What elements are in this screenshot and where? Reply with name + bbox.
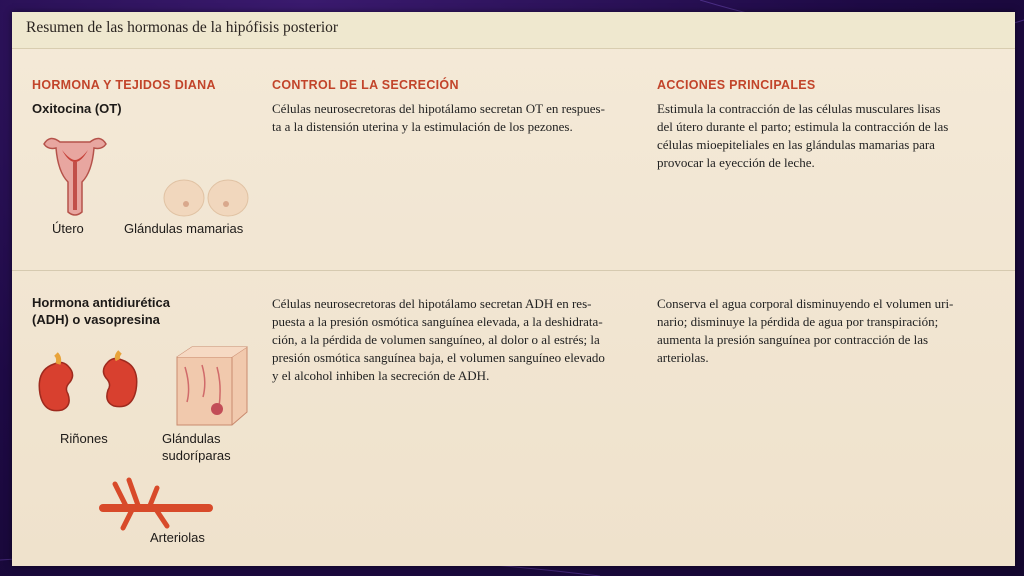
sweat-glands-illustration xyxy=(177,347,247,427)
text-line: aumenta la presión sanguínea por contracción de las xyxy=(657,332,929,347)
arterioles-illustration xyxy=(97,474,217,534)
text-line: nario; disminuye la pérdida de agua por transpiración; xyxy=(657,314,939,329)
text-line: Estimula la contracción de las células musculares lisas xyxy=(657,101,941,116)
text-line: presión osmótica sanguínea baja, el volumen sanguíneo elevado xyxy=(272,350,605,365)
row-divider xyxy=(12,270,1015,271)
text-line: provocar la eyección de leche. xyxy=(657,155,815,170)
text-line: células mioepiteliales en las glándulas mamarias para xyxy=(657,137,935,152)
caption-line: Glándulas xyxy=(162,431,221,446)
text-line: Células neurosecretoras del hipotálamo secretan ADH en res- xyxy=(272,296,592,311)
kidneys-illustration xyxy=(34,352,144,422)
adh-actions-text xyxy=(657,295,953,367)
text-line: Conserva el agua corporal disminuyendo el volumen uri- xyxy=(657,296,954,311)
hormone-name-line: (ADH) o vasopresina xyxy=(32,312,160,327)
text-line: Células neurosecretoras del hipotálamo secretan OT en respues- xyxy=(272,101,605,116)
title-bar xyxy=(12,12,1015,49)
textbook-page xyxy=(12,12,1015,566)
caption-sweat-glands xyxy=(162,430,231,464)
oxytocin-control-text xyxy=(272,100,605,136)
text-line: puesta a la presión osmótica sanguínea elevada, a la deshidrata- xyxy=(272,314,603,329)
caption-uterus: Útero xyxy=(52,221,84,236)
text-line: ción, a la pérdida de volumen sanguíneo, al dolor o al estrés; la xyxy=(272,332,600,347)
text-line: arteriolas. xyxy=(657,350,709,365)
caption-arterioles: Arteriolas xyxy=(150,530,205,545)
hormone-name-oxytocin: Oxitocina (OT) xyxy=(32,101,122,116)
oxytocin-actions-text xyxy=(657,100,948,172)
hormone-name-line: Hormona antidiurética xyxy=(32,295,170,310)
page-title: Resumen de las hormonas de la hipófisis posterior xyxy=(26,19,339,36)
header-hormone-targets: HORMONA Y TEJIDOS DIANA xyxy=(32,78,216,92)
adh-control-text xyxy=(272,295,605,385)
header-secretion-control: CONTROL DE LA SECRECIÓN xyxy=(272,78,459,92)
caption-kidneys: Riñones xyxy=(60,431,108,446)
text-line: ta a la distensión uterina y la estimulación de los pezones. xyxy=(272,119,573,134)
hormone-name-adh xyxy=(32,294,170,328)
header-main-actions: ACCIONES PRINCIPALES xyxy=(657,78,816,92)
caption-line: sudoríparas xyxy=(162,448,231,463)
text-line: del útero durante el parto; estimula la contracción de las xyxy=(657,119,949,134)
text-line: y el alcohol inhiben la secreción de ADH. xyxy=(272,368,490,383)
caption-mammary-glands: Glándulas mamarias xyxy=(124,221,244,236)
uterus-illustration xyxy=(40,132,110,222)
mammary-glands-illustration xyxy=(162,172,252,222)
